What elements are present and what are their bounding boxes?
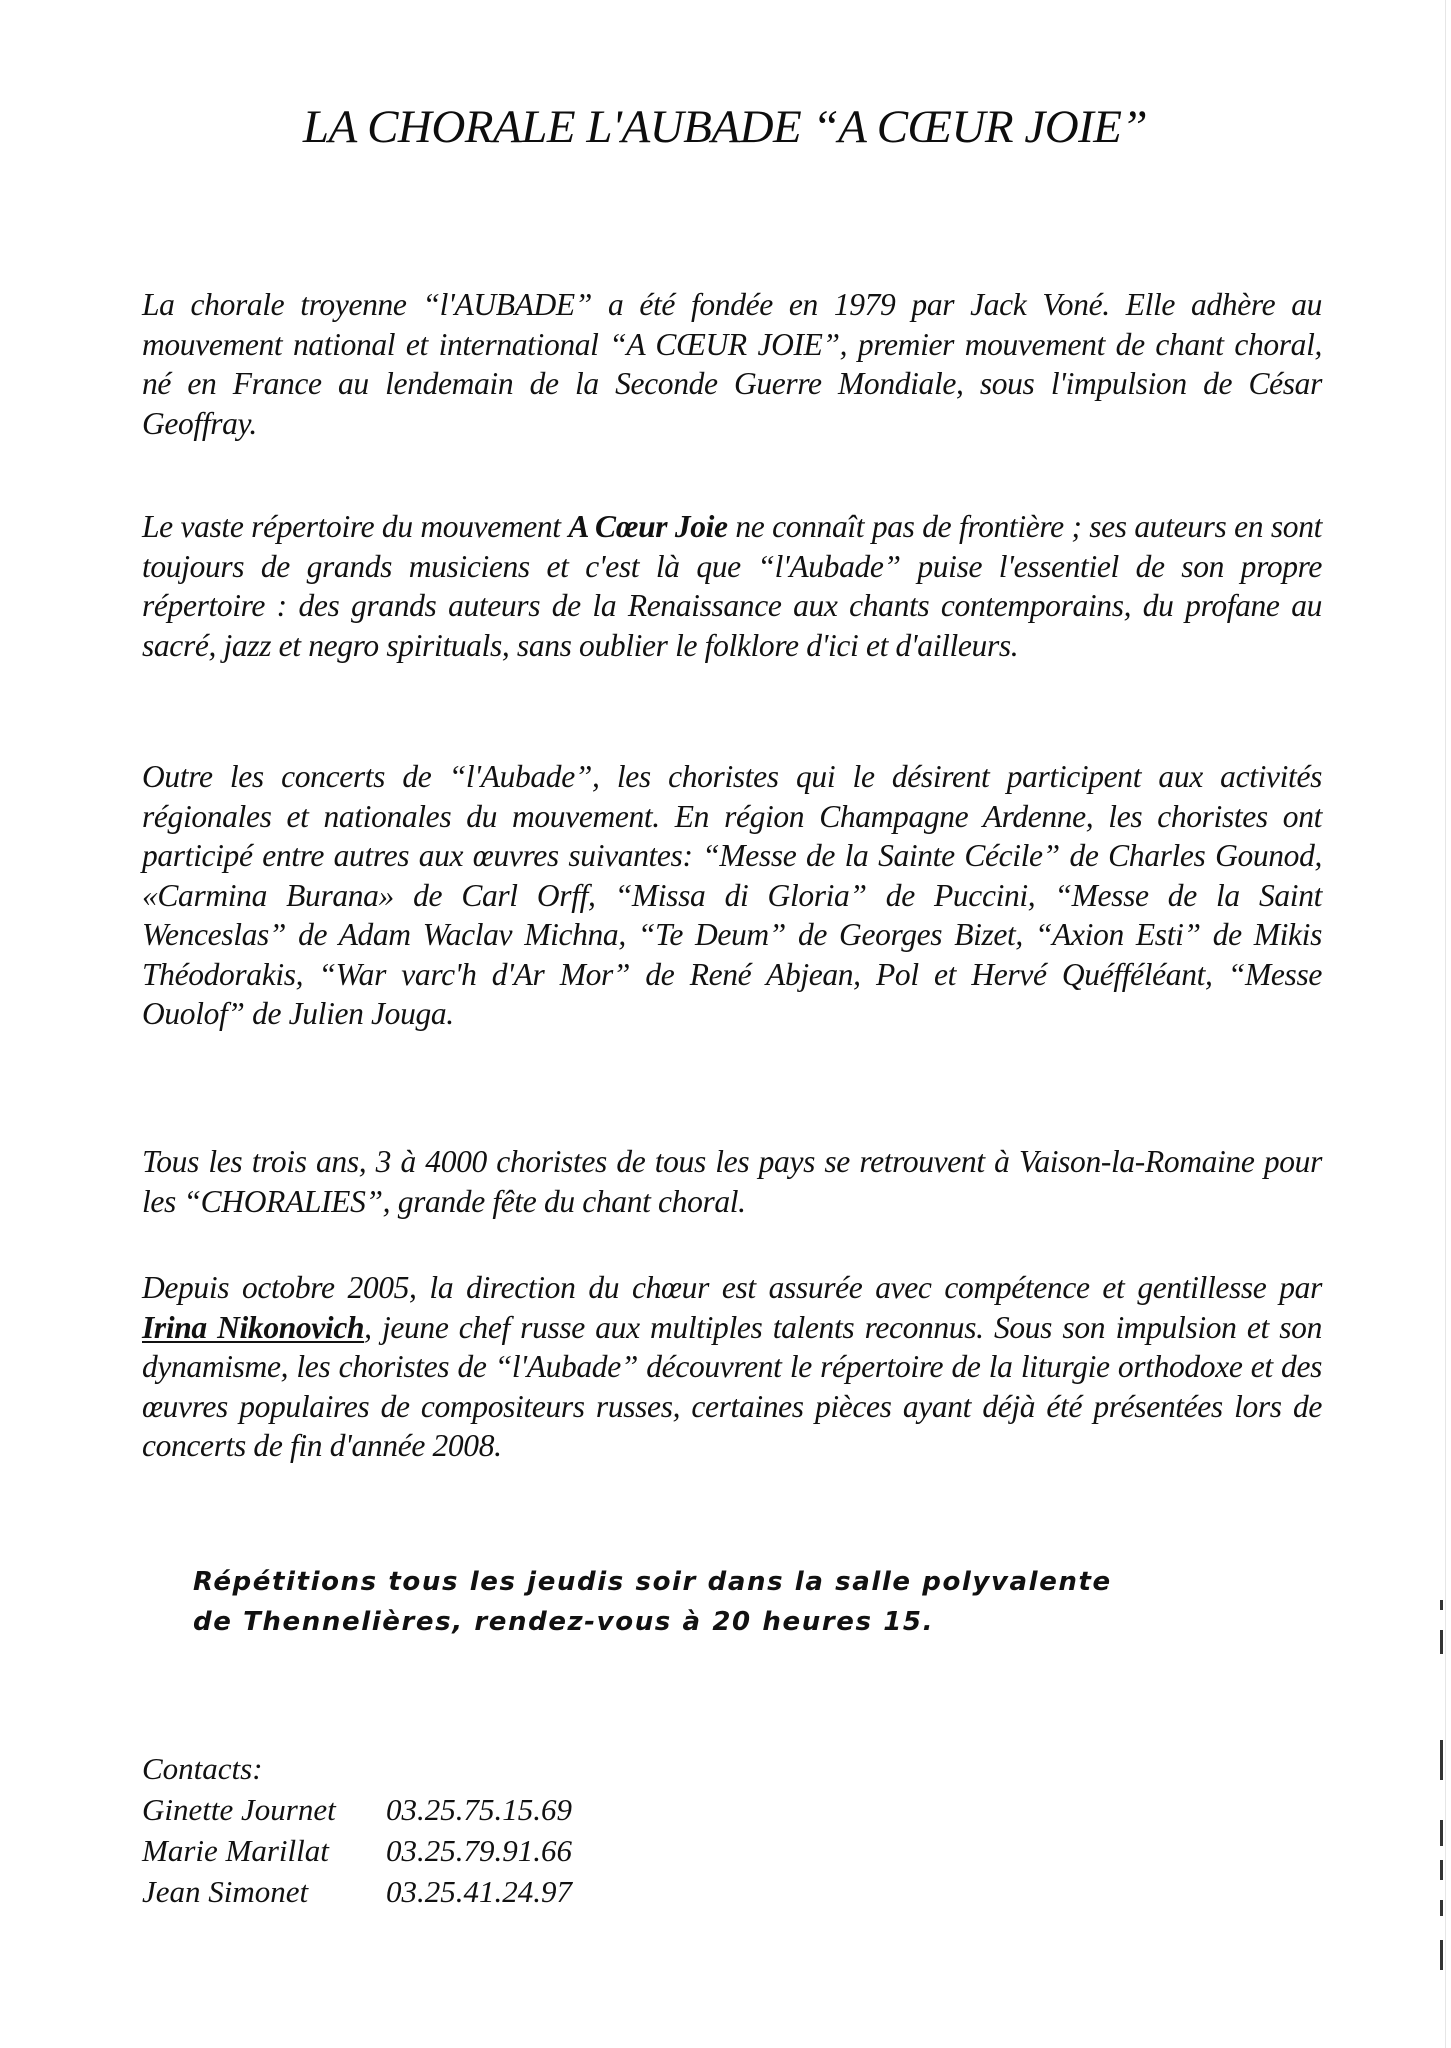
- scan-mark: [1440, 1860, 1443, 1880]
- scan-mark: [1440, 1940, 1443, 1970]
- contact-row: [142, 1830, 572, 1871]
- contact-name: Jean Simonet: [142, 1874, 309, 1909]
- contact-row: [142, 1789, 572, 1830]
- conductor-name: Irina Nikonovich: [142, 1309, 365, 1345]
- scan-edge-marks: [1440, 1560, 1443, 1980]
- contact-phone: 03.25.75.15.69: [386, 1792, 572, 1827]
- paragraph-repertoire: [142, 507, 1322, 665]
- scan-mark: [1440, 1630, 1443, 1654]
- scan-mark: [1440, 1820, 1443, 1846]
- scan-mark: [1440, 1740, 1443, 1780]
- contacts-heading: Contacts:: [142, 1751, 263, 1786]
- contact-phone: 03.25.41.24.97: [386, 1874, 572, 1909]
- paragraph-text: , jeune chef russe aux multiples talents reconnus. Sous son impulsion et son dynamisme, les choristes de “l'Aubade” découvrent le répertoire de la liturgie orthodoxe et des œuvres populaires de compositeurs russes, certaines pièces ayant déjà été présentées lors de concerts de fin d'année 2008.: [142, 1309, 1322, 1463]
- paragraph-text: Le vaste répertoire du mouvement: [142, 509, 569, 544]
- rehearsal-notice: [193, 1562, 1293, 1642]
- movement-name-bold: A Cœur Joie: [568, 509, 728, 544]
- document-title: LA CHORALE L'AUBADE “A CŒUR JOIE”: [302, 101, 1148, 153]
- contact-phone: 03.25.79.91.66: [386, 1833, 572, 1868]
- contact-name: Marie Marillat: [142, 1833, 329, 1868]
- rehearsal-notice-line: Répétitions tous les jeudis soir dans la salle polyvalente: [193, 1567, 1112, 1597]
- paragraph-history: La chorale troyenne “l'AUBADE” a été fondée en 1979 par Jack Voné. Elle adhère au mouvement national et international “A CŒUR JOIE”, premier mouvement de chant choral, né en France au lendemain de la Seconde Guerre Mondiale, sous l'impulsion de César Geoffray.: [142, 287, 1322, 441]
- scan-mark: [1440, 1600, 1443, 1610]
- contact-row: [142, 1871, 572, 1912]
- scan-edge-line: [1445, 0, 1446, 2048]
- scan-mark: [1440, 1900, 1443, 1916]
- paragraph-choralies: Tous les trois ans, 3 à 4000 choristes de tous les pays se retrouvent à Vaison-la-Romaine pour les “CHORALIES”, grande fête du chant choral.: [142, 1144, 1322, 1219]
- rehearsal-notice-line: de Thennelières, rendez-vous à 20 heures 15.: [193, 1607, 935, 1637]
- paragraph-text: ne connaît pas de frontière ; ses auteurs en sont toujours de grands musiciens et c'est là que “l'Aubade” puise l'essentiel de son propre répertoire : des grands auteurs de la Renaissance aux chants contemporains, du profane au sacré, jazz et negro spirituals, sans oublier le folklore d'ici et d'ailleurs.: [142, 509, 1322, 663]
- contacts-section: [142, 1748, 572, 1912]
- paragraph-direction: [142, 1268, 1322, 1466]
- paragraph-text: Depuis octobre 2005, la direction du chœur est assurée avec compétence et gentillesse par: [142, 1270, 1322, 1305]
- paragraph-activities: Outre les concerts de “l'Aubade”, les choristes qui le désirent participent aux activités régionales et nationales du mouvement. En région Champagne Ardenne, les choristes ont participé entre autres aux œuvres suivantes: “Messe de la Sainte Cécile” de Charles Gounod, «Carmina Burana» de Carl Orff, “Missa di Gloria” de Puccini, “Messe de la Saint Wenceslas” de Adam Waclav Michna, “Te Deum” de Georges Bizet, “Axion Esti” de Mikis Théodorakis, “War varc'h d'Ar Mor” de René Abjean, Pol et Hervé Quéfféléant, “Messe Ouolof” de Julien Jouga.: [142, 759, 1322, 1031]
- contact-name: Ginette Journet: [142, 1792, 336, 1827]
